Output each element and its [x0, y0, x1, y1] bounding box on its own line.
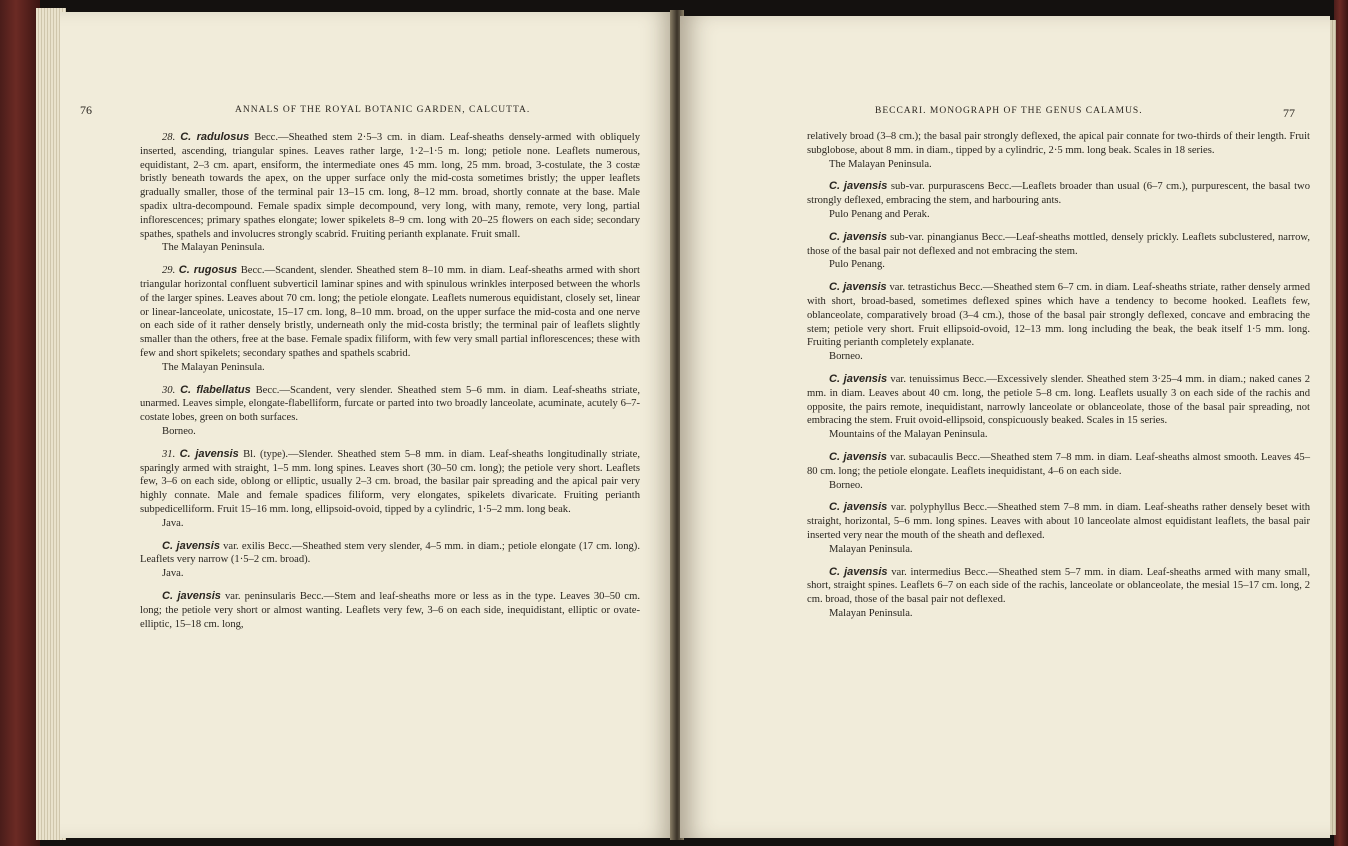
entry-number: 31.: [162, 448, 176, 460]
variety-entry: [807, 281, 1310, 364]
book-cover-right: [1334, 0, 1348, 846]
variety-entry: [807, 180, 1310, 221]
species-name: C. javensis: [829, 450, 887, 463]
locality: The Malayan Peninsula.: [829, 158, 932, 170]
species-entry: [140, 384, 640, 439]
right-page: [680, 16, 1330, 838]
locality: Mountains of the Malayan Peninsula.: [829, 429, 988, 441]
species-name: C. javensis: [829, 230, 887, 243]
locality: The Malayan Peninsula.: [162, 242, 265, 254]
entry-text: Becc.—Sheathed stem 2·5–3 cm. in diam. Leaf-sheaths densely-armed with obliquely inserted, ascending, triangular spines. Leaves rather large, 1·2–1·5 m. long; petiole none. Leaflets numerous, equidistant, 2–3 cm. apart, ensiform, the intermediate ones 45 mm. long, 25 mm. broad, 3-costulate, the 3 costæ bristly beneath towards the apex, on the upper surface only the mid-costa sometimes bristly; the upper leaflets gradually smaller, those of the terminal pair 13–15 cm. long, 8–12 mm. broad, shortly connate at the base. Male spadix ultra-decompound. Female spadix simple decompound, very long, with many, remote, very long, partial inflorescences; primary spathes elongate; lower spikelets 8–9 cm. long with 20–25 flowers on each side; secondary spathes, spathels and involucres strongly scabrid. Fruiting perianth explanate. Fruit small.: [140, 132, 640, 240]
locality: Malayan Peninsula.: [829, 607, 913, 619]
entry-text: var. tenuissimus Becc.—Excessively slender. Sheathed stem 3·25–4 mm. in diam.; naked canes 2 mm. in diam. Leaves about 40 cm. long, the petiole 5–8 cm. long. Leaflets usually 3 on each side of the rachis and opposite, the pairs remote, inequidistant, narrowly lanceolate or oblanceolate, those of the basal pair spreading, not embracing the stem. Fruit ovoid-ellipsoid, conspicuously beaked. Scales in 15 series.: [807, 373, 1311, 427]
species-name: C. flabellatus: [180, 383, 251, 396]
locality: Java.: [162, 568, 184, 580]
text-column: [807, 130, 1310, 630]
species-name: C. javensis: [829, 180, 888, 193]
variety-entry: [807, 501, 1310, 556]
book-cover-left: [0, 0, 40, 846]
entry-text: Becc.—Scandent, very slender. Sheathed stem 5–6 mm. in diam. Leaf-sheaths striate, unarmed. Leaves simple, elongate-flabelliform, furcate or parted into two broadly lanceolate, acuminate, acutely 6–7-costate lobes, green on both surfaces.: [140, 384, 640, 424]
entry-text: var. intermedius Becc.—Sheathed stem 5–7 mm. in diam. Leaf-sheaths armed with many small, short, straight spines. Leaflets 6–7 on each side of the rachis, lanceolate or oblanceolate, the mesial 15–17 cm. long, 2 cm. broad, those of the basal pair not deflexed.: [807, 566, 1311, 606]
entry-text: Becc.—Scandent, slender. Sheathed stem 8–10 mm. in diam. Leaf-sheaths armed with short triangular horizontal confluent subverticil laminar spines and with spinulous wrinkles interposed between the whorls of the larger spines. Leaves about 70 cm. long; the petiole elongate. Leaflets numerous equidistant, closely set, linear or linear-lanceolate, unicostate, 15–17 cm. long, 8–10 mm. broad, on the upper surface the mid-costa and one nerve on each side of it rather densely bristly, underneath only the mid-costa bristly; the terminal pair of leaflets slightly smaller than the others, free at the base. Female spadix filiform, with few very small partial inflorescences; these with few and short spikelets; secondary spathes and spathels scabrid.: [140, 265, 640, 359]
species-entry: [140, 131, 640, 255]
entry-text: var. exilis Becc.—Sheathed stem very slender, 4–5 mm. in diam.; petiole elongate (17 cm. long). Leaflets very narrow (1·5–2 cm. broad).: [140, 540, 640, 566]
species-name: C. javensis: [829, 281, 887, 294]
running-head: BECCARI. MONOGRAPH OF THE GENUS CALAMUS.: [875, 106, 1143, 116]
variety-entry: [140, 540, 640, 581]
page-number: 76: [80, 103, 92, 117]
variety-entry: [807, 451, 1310, 492]
entry-text: var. subacaulis Becc.—Sheathed stem 7–8 mm. in diam. Leaf-sheaths almost smooth. Leaves 45–80 cm. long; the petiole elongate. Leaflets inequidistant, 4–6 on each side.: [807, 451, 1311, 477]
running-head: ANNALS OF THE ROYAL BOTANIC GARDEN, CALCUTTA.: [235, 105, 531, 115]
text-column: [140, 131, 640, 640]
variety-entry: [807, 231, 1310, 272]
entry-text: sub-var. pinangianus Becc.—Leaf-sheaths mottled, densely prickly. Leaflets subclustered, narrow, those of the basal pair not deflexed and not embracing the stem.: [807, 231, 1310, 257]
species-name: C. javensis: [829, 372, 888, 385]
species-entry: [140, 448, 640, 531]
locality: Java.: [162, 517, 184, 529]
variety-entry: [140, 590, 640, 631]
locality: The Malayan Peninsula.: [162, 361, 265, 373]
locality: Pulo Penang and Perak.: [829, 208, 930, 220]
entry-text: relatively broad (3–8 cm.); the basal pair strongly deflexed, the apical pair connate for two-thirds of their length. Fruit subglobose, about 8 mm. in diam., tipped by a cylindric, 2·5 mm. long beak. Scales in 18 series.: [807, 131, 1310, 156]
locality: Borneo.: [829, 351, 863, 363]
entry-number: 28.: [162, 132, 176, 143]
variety-entry: [807, 566, 1310, 621]
species-name: C. javensis: [829, 565, 888, 578]
species-name: C. radulosus: [180, 131, 250, 143]
entry-text: var. peninsularis Becc.—Stem and leaf-sheaths more or less as in the type. Leaves 30–50 cm. long; the petiole very short or almost wanting. Leaflets very few, 3–6 on each side, inequidistant, elliptic or ovate-elliptic, 15–18 cm. long,: [140, 590, 641, 630]
locality: Pulo Penang.: [829, 259, 885, 271]
locality: Borneo.: [162, 425, 196, 437]
species-name: C. javensis: [162, 539, 220, 552]
locality: Malayan Peninsula.: [829, 543, 913, 555]
variety-entry: [807, 373, 1310, 442]
left-page: [60, 12, 672, 838]
entry-text: Bl. (type).—Slender. Sheathed stem 5–8 mm. in diam. Leaf-sheaths longitudinally striate, sparingly armed with straight, 1–5 mm. long spines. Leaves short (30–50 cm. long); the petiole very short. Leaflets few, 3–6 on each side, oblong or elliptic, usually 2–3 cm. broad, the basilar pair spreading and the apical pair very highly connate. Male and female spadices filiform, very elongates, spikelets divaricate. Fruiting perianth subpedicelliform. Fruit 15–16 mm. long, ellipsoid-ovoid, tipped by a cylindric, 1·5–2 mm. long beak.: [140, 448, 640, 515]
species-name: C. javensis: [162, 589, 221, 602]
entry-text: sub-var. purpurascens Becc.—Leaflets broader than usual (6–7 cm.), purpurescent, the basal two strongly deflexed, embracing the stem, and harbouring ants.: [807, 181, 1310, 207]
entry-number: 29.: [162, 265, 176, 277]
species-name: C. javensis: [829, 501, 888, 514]
entry-number: 30.: [162, 384, 176, 396]
entry-text: var. polyphyllus Becc.—Sheathed stem 7–8 mm. in diam. Leaf-sheaths rather densely beset with straight, horizontal, 5–6 mm. long spines. Leaves with about 10 lanceolate almost equidistant leaflets, the basal pair inserted very near the mouth of the sheath and deflexed.: [807, 502, 1311, 541]
page-number: 77: [1283, 106, 1295, 120]
species-entry: [140, 264, 640, 374]
entry-text: var. tetrastichus Becc.—Sheathed stem 6–7 cm. in diam. Leaf-sheaths striate, rather densely armed with short, broad-based, sometimes deflexed spines which have a tendency to become hooked. Leaflets few, oblanceolate, comparatively broad (3–4 cm.), those of the basal pair strongly deflexed, concave and embracing the stem; petiole very short. Fruit ellipsoid-ovoid, 12–13 mm. long including the beak, the beak itself 1·5 mm. long. Fruiting perianth completely explanate.: [807, 282, 1310, 349]
species-name: C. rugosus: [178, 264, 238, 277]
species-name: C. javensis: [179, 447, 239, 460]
continued-entry: [807, 130, 1310, 171]
locality: Borneo.: [829, 479, 863, 491]
